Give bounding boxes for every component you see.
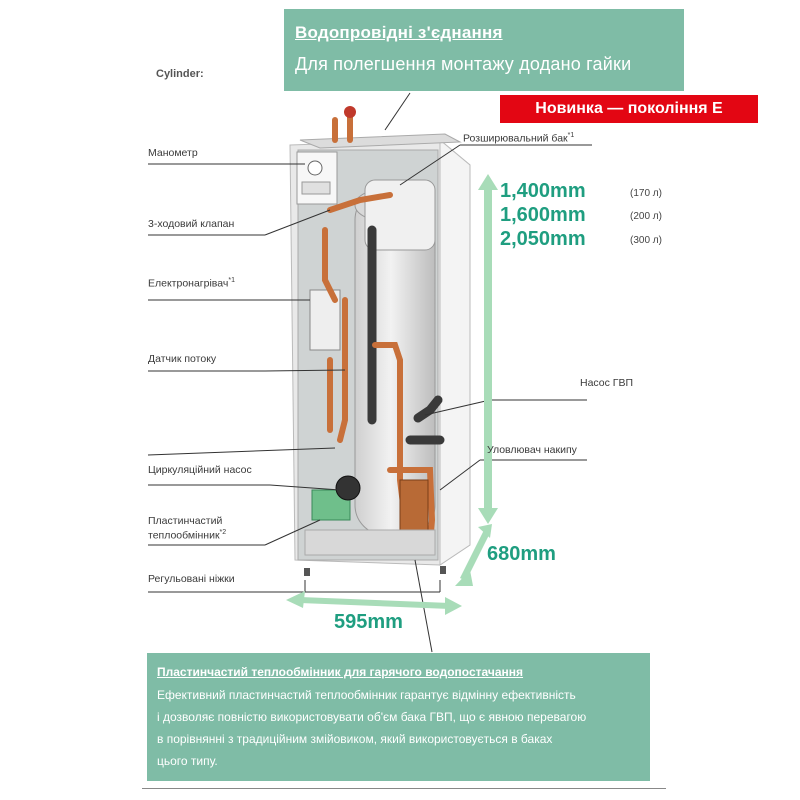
label-expansion-tank: [463, 132, 574, 145]
depth-dimension: 680mm: [487, 543, 556, 565]
volume-300: (300 л): [630, 235, 662, 246]
label-expansion-tank-text: Розширювальний бак: [463, 132, 568, 145]
label-plate-hx-line2: [148, 529, 226, 542]
plate-hx-info-box: [147, 653, 650, 781]
height-2050: 2,050mm: [500, 228, 586, 250]
label-electric-heater-note: *1: [228, 277, 235, 284]
connections-banner: [284, 9, 684, 91]
manometer-panel: [297, 152, 337, 204]
volume-200: (200 л): [630, 211, 662, 222]
info-box-line: і дозволяє повністю використовувати об'єм бака ГВП, що є явною перевагою: [157, 710, 587, 724]
height-1400: 1,400mm: [500, 180, 586, 202]
info-box-line: Ефективний пластинчастий теплообмінник гарантує відмінну ефективність: [157, 688, 576, 702]
info-box-line: цього типу.: [157, 754, 218, 768]
height-arrow: [478, 174, 498, 524]
label-plate-hx-line1: Пластинчастий: [148, 515, 223, 527]
height-1600: 1,600mm: [500, 204, 586, 226]
label-flow-sensor: Датчик потоку: [148, 353, 217, 365]
bottom-divider: [142, 788, 666, 789]
label-manometer: Манометр: [148, 147, 198, 159]
banner-title: Водопровідні з'єднання: [295, 23, 503, 42]
volume-170: (170 л): [630, 188, 662, 199]
label-dhw-pump: Насос ГВП: [580, 377, 634, 389]
width-dimension: 595mm: [334, 611, 403, 633]
label-three-way-valve: 3-ходовий клапан: [148, 218, 235, 230]
info-box-title: Пластинчастий теплообмінник для гарячого водопостачання: [157, 665, 524, 679]
red-valve-icon: [344, 106, 356, 118]
info-box-line: в порівнянні з традиційним змійовиком, який використовується в баках: [157, 732, 553, 746]
label-expansion-tank-note: *1: [567, 132, 575, 139]
label-plate-hx-note: *2: [219, 529, 227, 536]
banner-subtitle: Для полегшення монтажу додано гайки: [295, 54, 632, 74]
label-circulation-pump: Циркуляційний насос: [148, 464, 252, 476]
label-adjustable-feet: Регульовані ніжки: [148, 573, 235, 585]
new-generation-badge: Новинка — покоління Е: [500, 95, 758, 123]
cylinder-label: Cylinder:: [156, 68, 204, 80]
label-electric-heater: [148, 277, 235, 290]
label-plate-hx-text: теплообмінник: [148, 529, 220, 542]
label-scale-trap: Уловлювач накипу: [487, 444, 577, 456]
base-feet: [304, 530, 446, 576]
label-electric-heater-text: Електронагрівач: [148, 277, 229, 290]
